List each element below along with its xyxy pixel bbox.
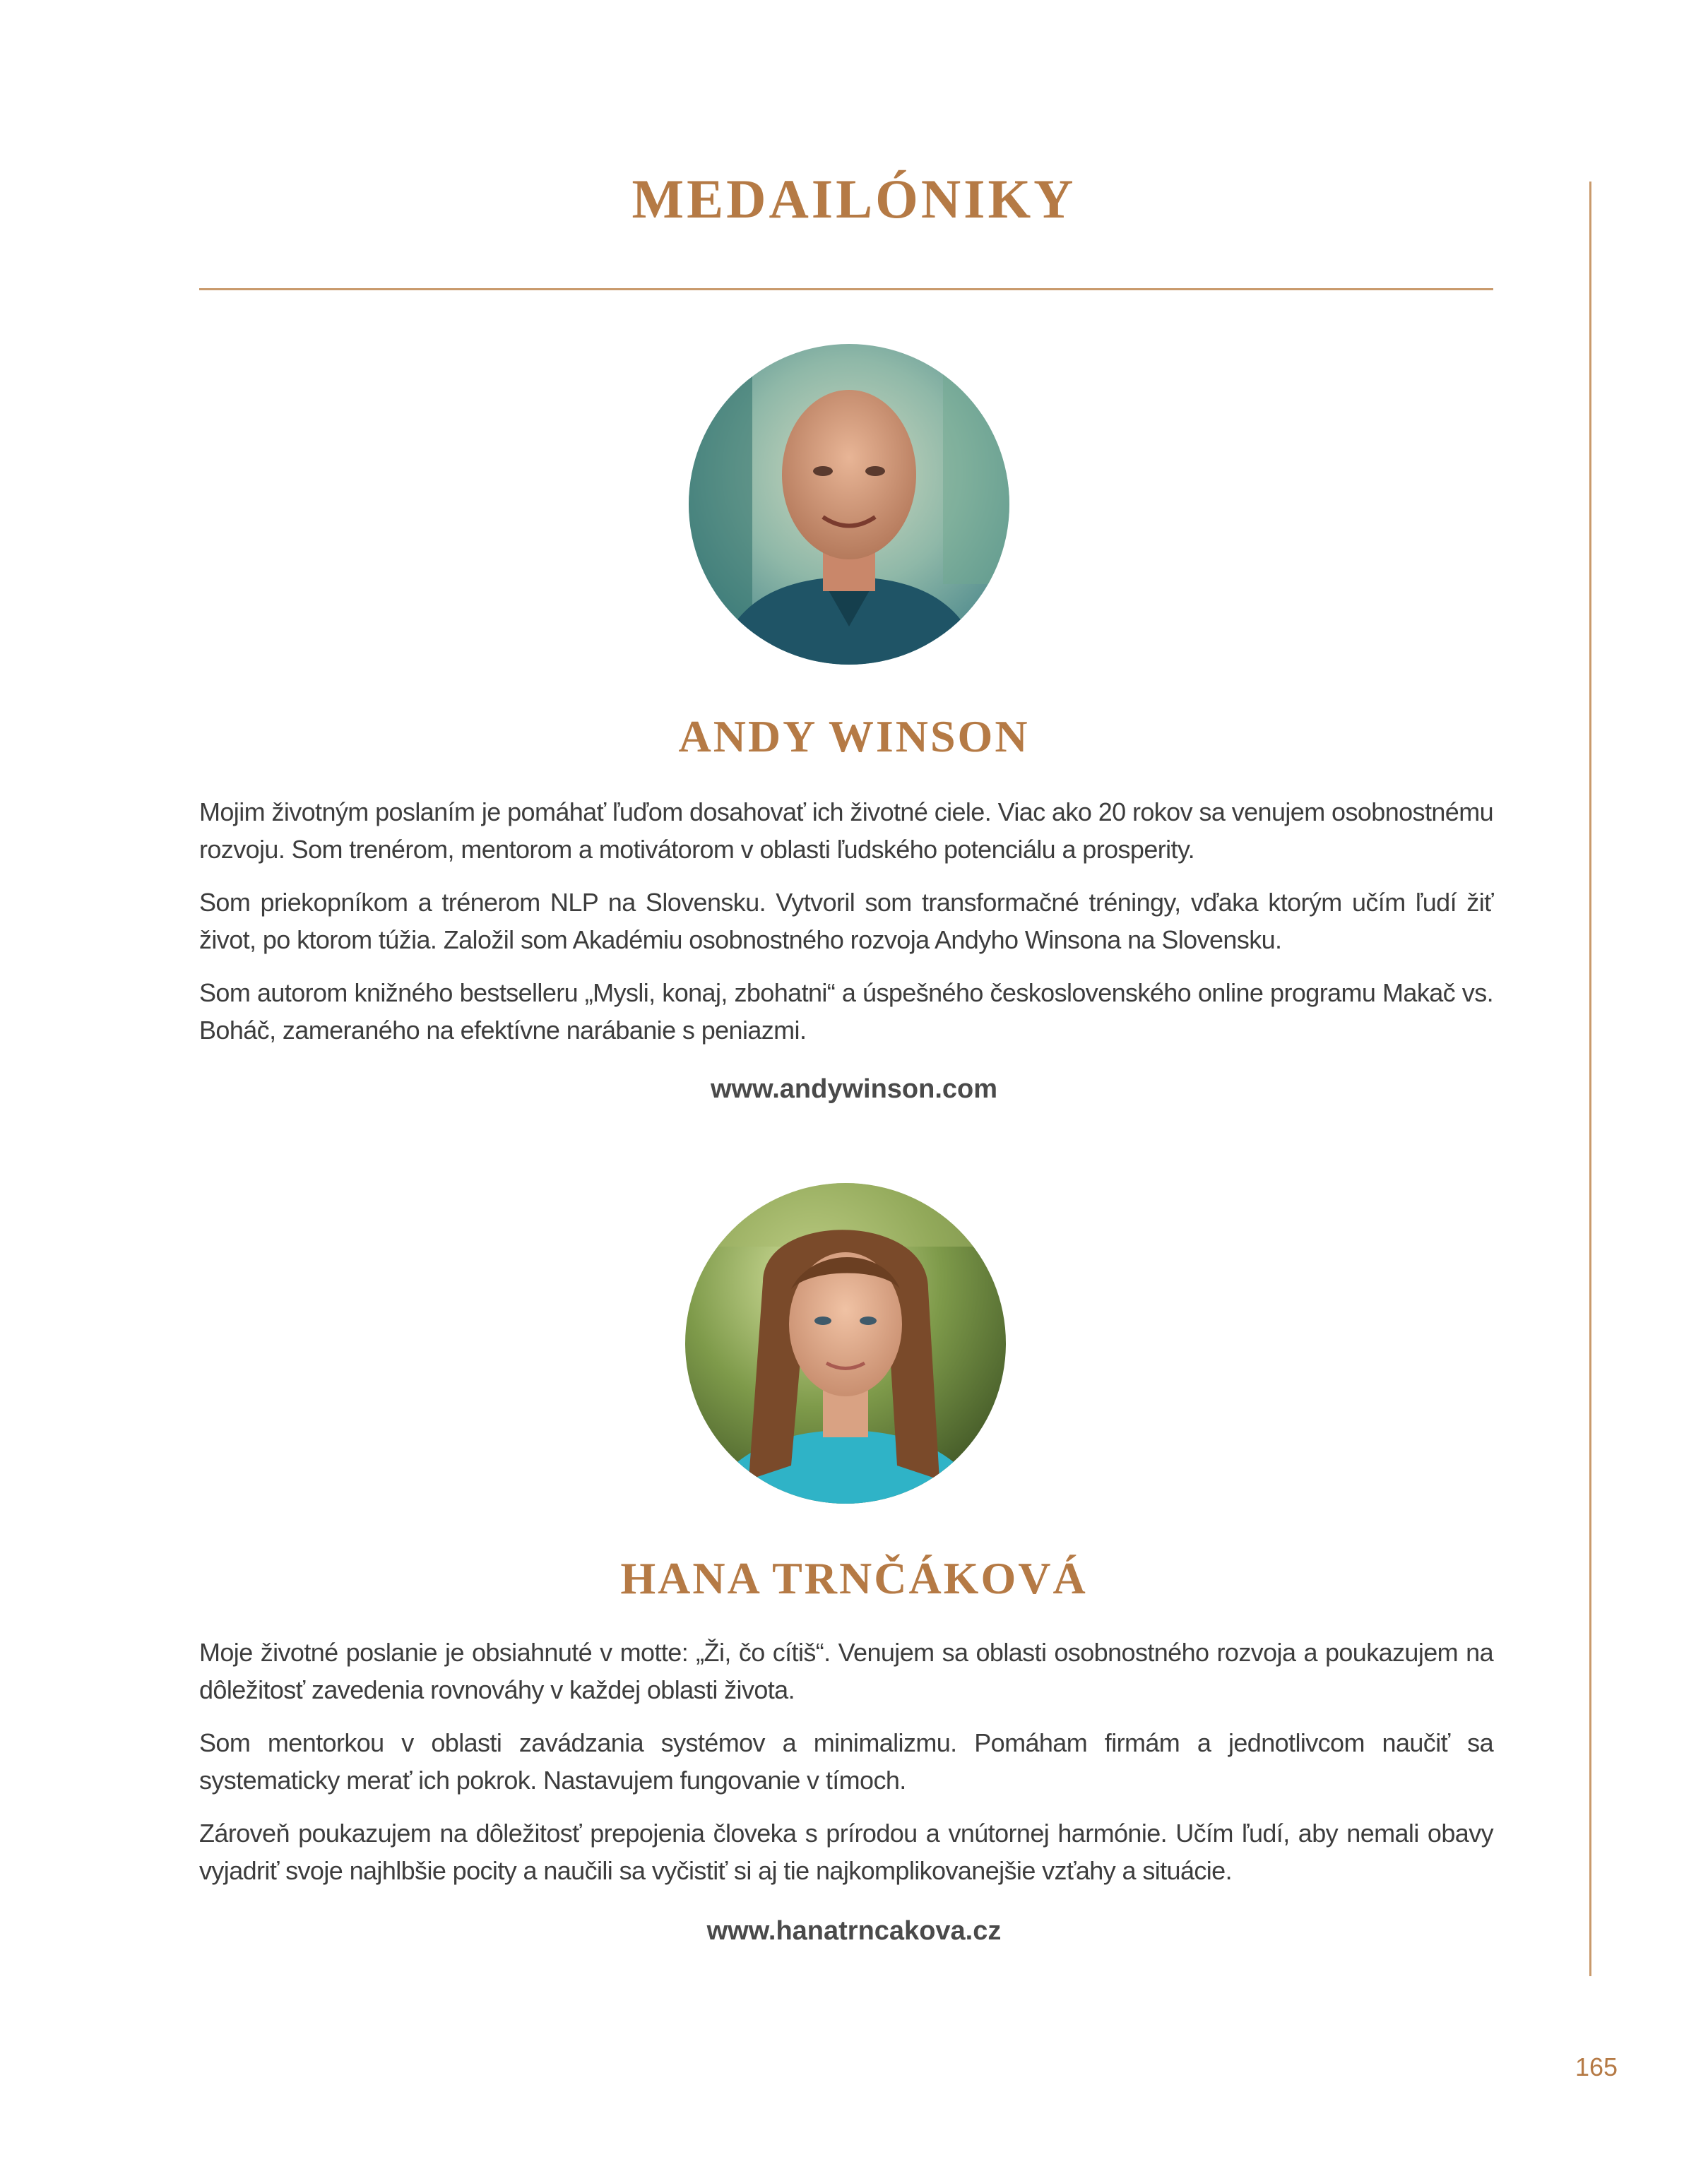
- bio-paragraph: Moje životné poslanie je obsiahnuté v motte: „Ži, čo cítiš“. Venujem sa oblasti osobnostného rozvoja a poukazujem na dôležitosť zavedenia rovnováhy v každej oblasti života.: [199, 1638, 1493, 1704]
- bio-paragraph: Zároveň poukazujem na dôležitosť prepojenia človeka s prírodou a vnútornej harmónie. Učím ľudí, aby nemali obavy vyjadriť svoje najhlbšie pocity a naučili sa vyčistiť si aj tie najkomplikovanejšie vzťahy a situácie.: [199, 1819, 1493, 1885]
- website-link[interactable]: www.hanatrncakova.cz: [706, 1916, 1002, 1946]
- profile-bio: [199, 1634, 1493, 1905]
- profile-name: ANDY WINSON: [678, 711, 1030, 761]
- page-number: 165: [1574, 2052, 1618, 2081]
- bio-paragraph: Mojim životným poslaním je pomáhať ľuďom dosahovať ich životné ciele. Viac ako 20 rokov sa venujem osobnostnému rozvoju. Som trenérom, mentorom a motivátorom v oblasti ľudského potenciálu a prosperity.: [199, 797, 1493, 864]
- profile-name: HANA TRNČÁKOVÁ: [620, 1553, 1088, 1603]
- website-link[interactable]: www.andywinson.com: [710, 1074, 998, 1104]
- profile-bio: [199, 793, 1493, 1064]
- bio-paragraph: Som priekopníkom a trénerom NLP na Slovensku. Vytvoril som transformačné tréningy, vďaka ktorým učím ľudí žiť život, po ktorom túžia. Založil som Akadémiu osobnostného rozvoja Andyho Winsona na Slovensku.: [199, 888, 1493, 954]
- title-divider: [199, 288, 1493, 290]
- portrait-hana-trncakova-image: [685, 1183, 1006, 1504]
- bio-paragraph: Som autorom knižného bestselleru „Mysli, konaj, zbohatni“ a úspešného československého online programu Makač vs. Boháč, zameraného na efektívne narábanie s peniazmi.: [199, 978, 1493, 1045]
- portrait-andy-winson: [689, 344, 1009, 665]
- portrait-andy-winson-image: [689, 344, 1009, 665]
- portrait-hana-trncakova: [685, 1183, 1006, 1504]
- bio-paragraph: Som mentorkou v oblasti zavádzania systémov a minimalizmu. Pomáham firmám a jednotlivcom naučiť sa systematicky merať ich pokrok. Nastavujem fungovanie v tímoch.: [199, 1728, 1493, 1795]
- page-title: MEDAILÓNIKY: [631, 168, 1077, 230]
